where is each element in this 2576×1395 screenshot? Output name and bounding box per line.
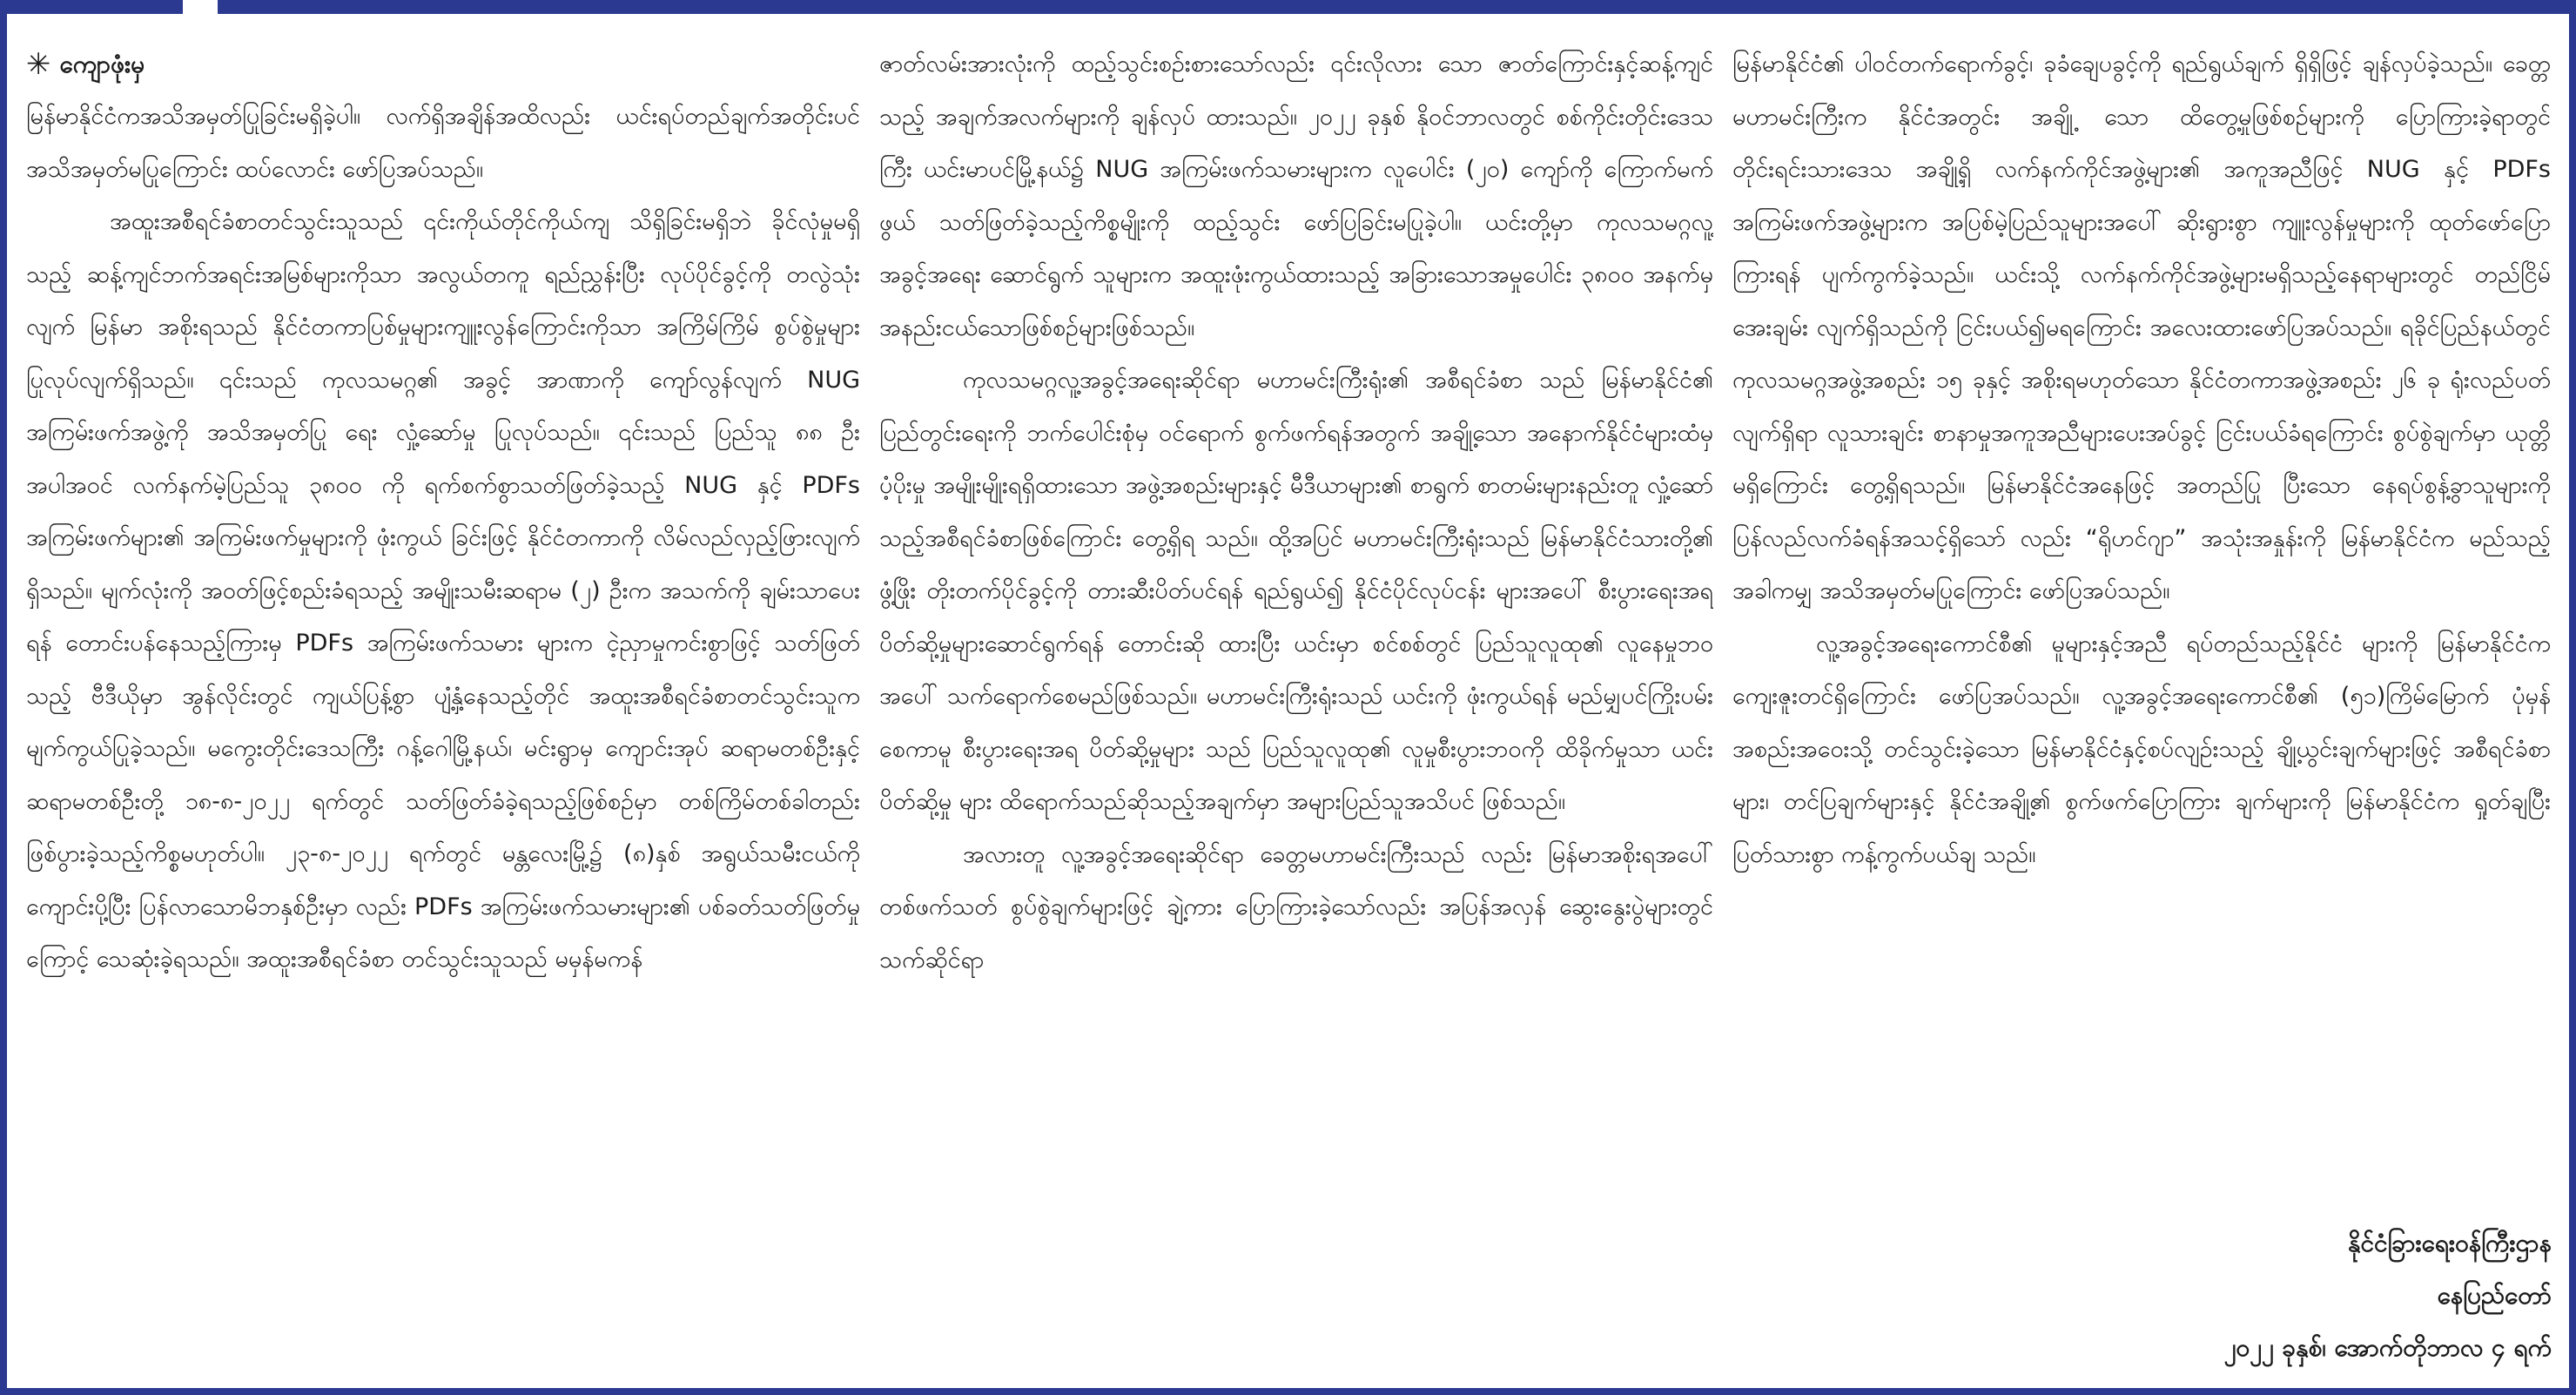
paragraph: မြန်မာနိုင်ငံကအသိအမှတ်ပြုခြင်းမရှိခဲ့ပါ။ လက်ရှိအချိန်အထိလည်း ယင်းရပ်တည်ချက်အတိုင်းပင် အသိအမှတ်မပြုကြောင်း ထပ်လောင်း ဖော်ပြအပ်သည်။ xyxy=(26,103,860,183)
text-column-2 xyxy=(879,38,1713,1374)
section-heading xyxy=(26,38,860,91)
ministry-name: နိုင်ငံခြားရေးဝန်ကြီးဌာန xyxy=(2348,1229,2552,1257)
top-rule-right xyxy=(218,0,2576,14)
paragraph: အထူးအစီရင်ခံစာတင်သွင်းသူသည် ၎င်းကိုယ်တိုင်ကိုယ်ကျ သိရှိခြင်းမရှိဘဲ ခိုင်လုံမှုမရှိသည့် ဆန့်ကျင်ဘက်အရင်းအမြစ်များကိုသာ အလွယ်တကူ ရည်ညွှန်းပြီး လုပ်ပိုင်ခွင့်ကို တလွဲသုံးလျက် မြန်မာ အစိုးရသည် နိုင်ငံတကာပြစ်မှုများကျူးလွန်ကြောင်းကိုသာ အကြိမ်ကြိမ် စွပ်စွဲမှုများ ပြုလုပ်လျက်ရှိသည်။ ၎င်းသည် ကုလသမဂ္ဂ၏ အခွင့် အာဏာကို ကျော်လွန်လျက် NUG အကြမ်းဖက်အဖွဲ့ကို အသိအမှတ်ပြု ရေး လှုံ့ဆော်မှု ပြုလုပ်သည်။ ၎င်းသည် ပြည်သူ ၈၈ ဦး အပါအဝင် လက်နက်မဲ့ပြည်သူ ၃၈၀၀ ကို ရက်စက်စွာသတ်ဖြတ်ခဲ့သည့် NUG နှင့် PDFs အကြမ်းဖက်များ၏ အကြမ်းဖက်မှုများကို ဖုံးကွယ် ခြင်းဖြင့် နိုင်ငံတကာကို လိမ်လည်လှည့်ဖြားလျက်ရှိသည်။ မျက်လုံးကို အဝတ်ဖြင့်စည်းခံရသည့် အမျိုးသမီးဆရာမ (၂) ဦးက အသက်ကို ချမ်းသာပေးရန် တောင်းပန်နေသည့်ကြားမှ PDFs အကြမ်းဖက်သမား များက ငဲ့ညှာမှုကင်းစွာဖြင့် သတ်ဖြတ်သည့် ဗီဒီယိုမှာ အွန်လိုင်းတွင် ကျယ်ပြန့်စွာ ပျံ့နှံ့နေသည့်တိုင် အထူးအစီရင်ခံစာတင်သွင်းသူက မျက်ကွယ်ပြုခဲ့သည်။ မကွေးတိုင်းဒေသကြီး ဂန့်ဂေါမြို့နယ်၊ မင်းရွာမှ ကျောင်းအုပ် ဆရာမတစ်ဦးနှင့် ဆရာမတစ်ဦးတို့ ၁၈-၈-၂၀၂၂ ရက်တွင် သတ်ဖြတ်ခံခဲ့ရသည့်ဖြစ်စဉ်မှာ တစ်ကြိမ်တစ်ခါတည်း ဖြစ်ပွားခဲ့သည့်ကိစ္စမဟုတ်ပါ။ ၂၃-၈-၂၀၂၂ ရက်တွင် မန္တလေးမြို့၌ (၈)နှစ် အရွယ်သမီးငယ်ကို ကျောင်းပို့ပြီး ပြန်လာသောမိဘနှစ်ဦးမှာ လည်း PDFs အကြမ်းဖက်သမားများ၏ ပစ်ခတ်သတ်ဖြတ်မှုကြောင့် သေဆုံးခဲ့ရသည်။ အထူးအစီရင်ခံစာ တင်သွင်းသူသည် မမှန်မကန် xyxy=(26,208,860,973)
paragraph: ဇာတ်လမ်းအားလုံးကို ထည့်သွင်းစဉ်းစားသော်လည်း ၎င်းလိုလား သော ဇာတ်ကြောင်းနှင့်ဆန့်ကျင်သည့် အချက်အလက်များကို ချန်လှပ် ထားသည်။ ၂၀၂၂ ခုနှစ် နိုဝင်ဘာလတွင် စစ်ကိုင်းတိုင်းဒေသကြီး ယင်းမာပင်မြို့နယ်၌ NUG အကြမ်းဖက်သမားများက လူပေါင်း (၂၀) ကျော်ကို ကြောက်မက်ဖွယ် သတ်ဖြတ်ခဲ့သည့်ကိစ္စမျိုးကို ထည့်သွင်း ဖော်ပြခြင်းမပြုခဲ့ပါ။ ယင်းတို့မှာ ကုလသမဂ္ဂလူ့အခွင့်အရေး ဆောင်ရွက် သူများက အထူးဖုံးကွယ်ထားသည့် အခြားသောအမှုပေါင်း ၃၈၀၀ အနက်မှ အနည်းငယ်သောဖြစ်စဉ်များဖြစ်သည်။ xyxy=(879,51,1713,341)
issue-date: ၂၀၂၂ ခုနှစ်၊ အောက်တိုဘာလ ၄ ရက် xyxy=(2223,1333,2552,1362)
paragraph: လူ့အခွင့်အရေးကောင်စီ၏ မူများနှင့်အညီ ရပ်တည်သည့်နိုင်ငံ များကို မြန်မာနိုင်ငံက ကျေးဇူးတင်ရှိကြောင်း ဖော်ပြအပ်သည်။ လူ့အခွင့်အရေးကောင်စီ၏ (၅၁)ကြိမ်မြောက် ပုံမှန်အစည်းအဝေးသို့ တင်သွင်းခဲ့သော မြန်မာနိုင်ငံနှင့်စပ်လျဉ်းသည့် ချို့ယွင်းချက်များဖြင့် အစီရင်ခံစာများ၊ တင်ပြချက်များနှင့် နိုင်ငံအချို့၏ စွက်ဖက်ပြောကြား ချက်များကို မြန်မာနိုင်ငံက ရှုတ်ချပြီး ပြတ်သားစွာ ကန့်ကွက်ပယ်ချ သည်။ xyxy=(1732,630,2551,868)
top-rule-left xyxy=(0,0,183,14)
paragraph: အလားတူ လူ့အခွင့်အရေးဆိုင်ရာ ခေတ္တမဟာမင်းကြီးသည် လည်း မြန်မာအစိုးရအပေါ် တစ်ဖက်သတ် စွပ်စွဲချက်များဖြင့် ချဲ့ကား ပြောကြားခဲ့သော်လည်း အပြန်အလှန် ဆွေးနွေးပွဲများတွင် သက်ဆိုင်ရာ xyxy=(879,840,1713,974)
signature-block xyxy=(2224,1217,2552,1374)
text-column-3 xyxy=(1732,38,2551,1374)
section-heading-text: ကျောဖုံးမှ xyxy=(59,50,145,78)
paragraph: မြန်မာနိုင်ငံ၏ ပါဝင်တက်ရောက်ခွင့်၊ ခုခံချေပခွင့်ကို ရည်ရွယ်ချက် ရှိရှိဖြင့် ချန်လှပ်ခဲ့သည်။ ခေတ္တမဟာမင်းကြီးက နိုင်ငံအတွင်း အချို့ သော ထိတွေ့မှုဖြစ်စဉ်များကို ပြောကြားခဲ့ရာတွင် တိုင်းရင်းသားဒေသ အချို့ရှိ လက်နက်ကိုင်အဖွဲ့များ၏ အကူအညီဖြင့် NUG နှင့် PDFs အကြမ်းဖက်အဖွဲ့များက အပြစ်မဲ့ပြည်သူများအပေါ် ဆိုးရွားစွာ ကျူးလွန်မှုများကို ထုတ်ဖော်ပြောကြားရန် ပျက်ကွက်ခဲ့သည်။ ယင်းသို့ လက်နက်ကိုင်အဖွဲ့များမရှိသည့်နေရာများတွင် တည်ငြိမ်အေးချမ်း လျက်ရှိသည်ကို ငြင်းပယ်၍မရကြောင်း အလေးထားဖော်ပြအပ်သည်။ ရခိုင်ပြည်နယ်တွင် ကုလသမဂ္ဂအဖွဲ့အစည်း ၁၅ ခုနှင့် အစိုးရမဟုတ်သော နိုင်ငံတကာအဖွဲ့အစည်း ၂၆ ခု ရုံးလည်ပတ်လျက်ရှိရာ လူသားချင်း စာနာမှုအကူအညီများပေးအပ်ခွင့် ငြင်းပယ်ခံရကြောင်း စွပ်စွဲချက်မှာ ယုတ္တိမရှိကြောင်း တွေ့ရှိရသည်။ မြန်မာနိုင်ငံအနေဖြင့် အတည်ပြု ပြီးသော နေရပ်စွန့်ခွာသူများကို ပြန်လည်လက်ခံရန်အသင့်ရှိသော် လည်း “ရိုဟင်ဂျာ” အသုံးအနှုန်းကို မြန်မာနိုင်ငံက မည်သည့်အခါကမျှ အသိအမှတ်မပြုကြောင်း ဖော်ပြအပ်သည်။ xyxy=(1732,51,2551,604)
city-name: နေပြည်တော် xyxy=(2437,1281,2552,1310)
asterisk-icon: ✳ xyxy=(26,47,51,82)
text-column-1 xyxy=(26,38,860,1374)
paragraph: ကုလသမဂ္ဂလူ့အခွင့်အရေးဆိုင်ရာ မဟာမင်းကြီးရုံး၏ အစီရင်ခံစာ သည် မြန်မာနိုင်ငံ၏ ပြည်တွင်းရေးကို ဘက်ပေါင်းစုံမှ ဝင်ရောက် စွက်ဖက်ရန်အတွက် အချို့သော အနောက်နိုင်ငံများထံမှ ပံ့ပိုးမှု အမျိုးမျိုးရရှိထားသော အဖွဲ့အစည်းများနှင့် မီဒီယာများ၏ စာရွက် စာတမ်းများနည်းတူ လှုံ့ဆော်သည့်အစီရင်ခံစာဖြစ်ကြောင်း တွေ့ရှိရ သည်။ ထို့အပြင် မဟာမင်းကြီးရုံးသည် မြန်မာနိုင်ငံသားတို့၏ ဖွံ့ဖြိုး တိုးတက်ပိုင်ခွင့်ကို တားဆီးပိတ်ပင်ရန် ရည်ရွယ်၍ နိုင်ငံပိုင်လုပ်ငန်း များအပေါ် စီးပွားရေးအရ ပိတ်ဆို့မှုများဆောင်ရွက်ရန် တောင်းဆို ထားပြီး ယင်းမှာ စင်စစ်တွင် ပြည်သူလူထု၏ လူနေမှုဘဝအပေါ် သက်ရောက်စေမည်ဖြစ်သည်။ မဟာမင်းကြီးရုံးသည် ယင်းကို ဖုံးကွယ်ရန် မည်မျှပင်ကြိုးပမ်းစေကာမူ စီးပွားရေးအရ ပိတ်ဆို့မှုများ သည် ပြည်သူလူထု၏ လူမှုစီးပွားဘဝကို ထိခိုက်မှုသာ ယင်းပိတ်ဆို့မှု များ ထိရောက်သည်ဆိုသည့်အချက်မှာ အများပြည်သူအသိပင် ဖြစ်သည်။ xyxy=(879,367,1713,815)
